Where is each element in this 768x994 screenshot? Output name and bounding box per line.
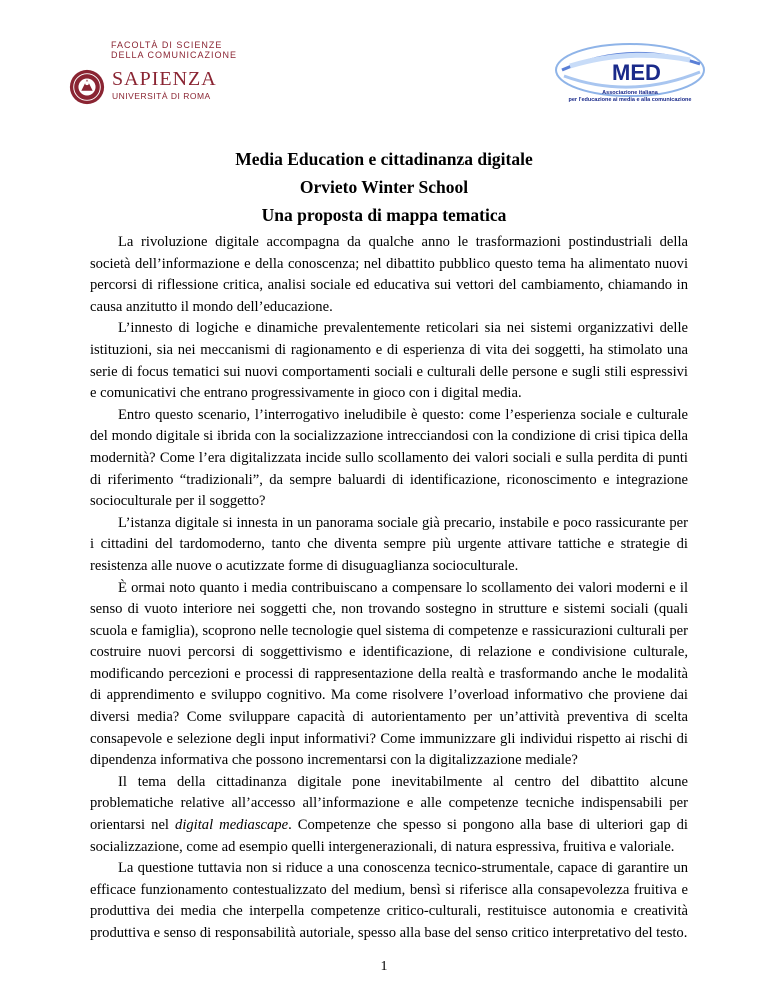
paragraph: La rivoluzione digitale accompagna da qualche anno le trasformazioni postindustriali della società dell’informazione e della conoscenza; nel dibattito pubblico questo tema ha alimentato nuovi percorsi di riflessione critica, analisi sociale ed educativa sui vettori del cambiamento, chiamando in causa anzitutto il mondo dell’educazione. (90, 234, 688, 315)
paragraph: Entro questo scenario, l’interrogativo ineludibile è questo: come l’esperienza sociale e culturale del mondo digitale si ibrida con la socializzazione intrecciandosi con la condizione di crisi tipica della modernità? Come l’era digitalizzata incide sullo scollamento dei valori sociali e sulla perdita di punti di riferimento “tradizionali”, da sempre baluardi di identificazione, riconoscimento e integrazione socioculturale per il soggetto? (90, 406, 688, 510)
university-name: SAPIENZA (112, 68, 217, 90)
faculty-line-2: DELLA COMUNICAZIONE (111, 50, 238, 60)
med-caption-line-2: per l'educazione ai media e alla comunicazione (568, 97, 692, 103)
document-subtitle: Orvieto Winter School (299, 177, 469, 197)
paragraph: L’innesto di logiche e dinamiche prevalentemente reticolari sia nei sistemi organizzativi delle istituzioni, sia nei meccanismi di ragionamento e di esperienza di vita dei soggetti, ha stimolato una serie di focus tematici sui nuovi comportamenti sociali e culturali delle persone e sugli stili espressivi e comunicativi che entrano progressivamente in gioco con i digital media. (90, 320, 688, 402)
med-caption-line-1: Associazione italiana (602, 90, 658, 96)
paragraph-text: . Competenze che spesso si pongono alla base di ulteriori gap di socializzazione, come ad esempio quelli intergenerazionali, di natura espressiva, fruitiva e valoriale. (90, 817, 688, 855)
page-number: 1 (380, 959, 388, 974)
document-body (90, 232, 688, 945)
university-subtitle: UNIVERSITÀ DI ROMA (112, 91, 211, 101)
document-title: Media Education e cittadinanza digitale (235, 149, 533, 169)
document-subtitle-2: Una proposta di mappa tematica (261, 205, 507, 225)
faculty-line-1: FACOLTÀ DI SCIENZE (111, 40, 223, 50)
svg-text:MED: MED (612, 60, 661, 85)
page-header (0, 0, 768, 130)
paragraph-text: Il tema della cittadinanza digitale pone inevitabilmente al centro del dibattito alcune problematiche relative all’accesso all’informazione e alle competenze tecniche indispensabili per orientarsi nel (90, 773, 688, 834)
paragraph (90, 772, 688, 858)
faculty-name (111, 40, 237, 60)
paragraph: La questione tuttavia non si riduce a una conoscenza tecnico-strumentale, capace di garantire un efficace funzionamento contestualizzato del medium, bensì si riferisce alla consapevolezza fruitiva e produttiva dei media che interpella competenze critico-culturali, restituisce autonomia e creatività produttiva e senso di responsabilità autoriale, spesso alla base del senso critico interpretativo del testo. (90, 860, 688, 941)
med-caption (560, 90, 700, 104)
paragraph: È ormai noto quanto i media contribuiscano a compensare lo scollamento dei valori moderni e il senso di vuoto interiore nei soggetti che, non trovando sostegno in strutture e sistemi sociali (quali scuola e famiglia), scoprono nelle tecnologie quel sistema di competenze e rassicurazioni culturali per costruire nuovi percorsi di soggettivismo e identificazione, di relazione e condivisione culturale, modificando percezioni e processi di rappresentazione della realtà e trasformando anche le modalità di apprendimento e sviluppo cognitivo. Ma come risolvere l’overload informativo che proviene dai diversi media? Come sviluppare capacità di autorientamento per un’attività preventiva di scelta consapevole e selezione degli input informativi? Come immunizzare gli individui rispetto ai rischi di dipendenza informativa che possono incrementarsi con la digitalizzazione mediale? (90, 579, 688, 769)
paragraph: L’istanza digitale si innesta in un panorama sociale già precario, instabile e poco rassicurante per i cittadini del tardomoderno, tanto che diventa sempre più urgente attivare tattiche e strategie di resistenza alle nuove o acutizzate forme di disuguaglianza socioculturale. (90, 514, 688, 574)
document-titles (0, 145, 768, 229)
italic-term: digital mediascape (175, 817, 289, 834)
university-seal-icon (68, 68, 106, 106)
